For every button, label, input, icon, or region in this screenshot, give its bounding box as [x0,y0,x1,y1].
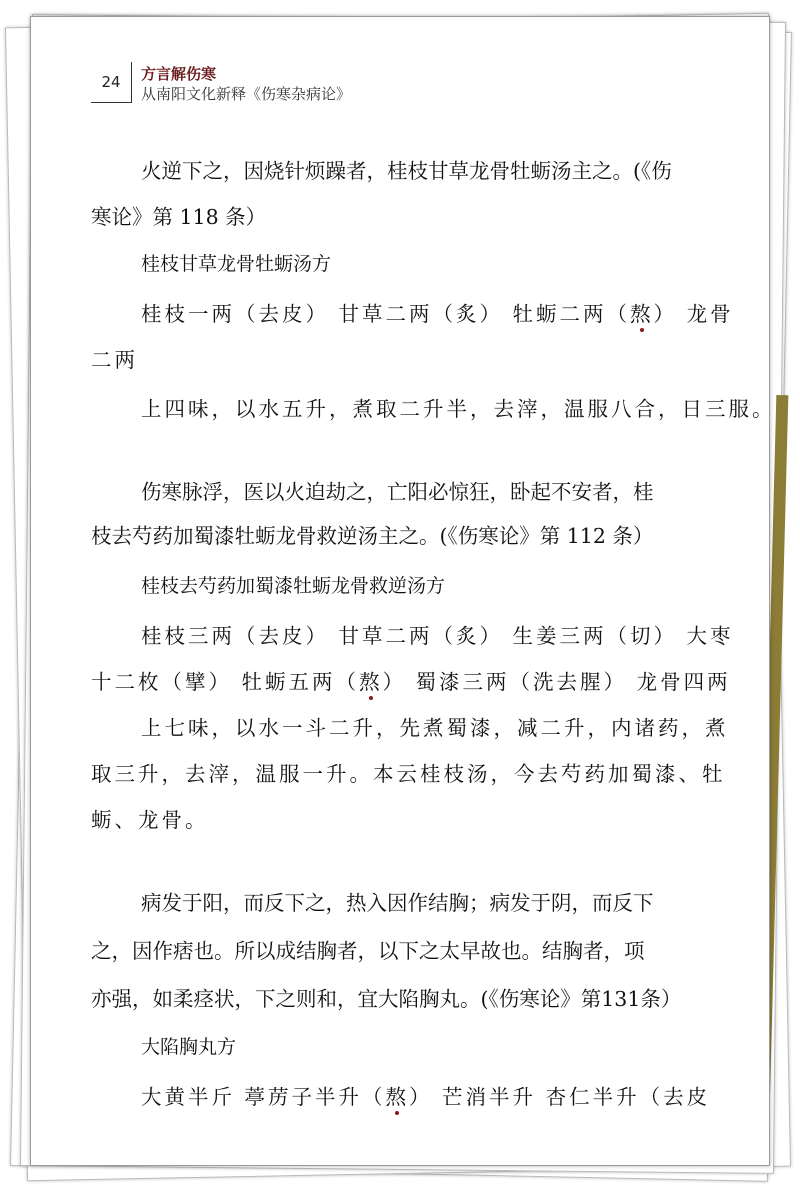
series-title: 方言解伤寒 [141,65,217,83]
emphasis-dot-char: 熬 [359,670,383,694]
formula-title: 大陷胸丸方 [141,1036,237,1058]
method-line: 上四味，以水五升，煮取二升半，去滓，温服八合，日三服。 [141,397,776,421]
method-line: 取三升，去滓，温服一升。本云桂枝汤，今去芍药加蜀漆、牡 [91,762,726,786]
method-line: 上七味，以水一斗二升，先煮蜀漆，减二升，内诸药，煮 [141,716,729,740]
clause-text-line: 病发于阳，而反下之，热入因作结胸；病发于阴，而反下 [141,891,654,915]
ingredients-line: 二两 [91,348,138,372]
page-number: 24 [91,62,132,103]
ingredients-line: 桂枝三两（去皮） 甘草二两（炙） 生姜三两（切） 大枣 [141,624,734,648]
clause-text-line: 枝去芍药加蜀漆牡蛎龙骨救逆汤主之。(《伤寒论》第 112 条） [91,524,654,548]
book-page [30,16,776,1166]
ingredients-line: 大黄半斤 葶苈子半升（熬） 芒消半升 杏仁半升（去皮 [141,1085,711,1109]
method-line: 蛎、龙骨。 [91,808,209,832]
emphasis-dot-char: 熬 [385,1085,410,1109]
ingredients-line: 桂枝一两（去皮） 甘草二两（炙） 牡蛎二两（熬） 龙骨 [141,302,734,326]
clause-text-line: 伤寒脉浮，医以火迫劫之，亡阳必惊狂，卧起不安者，桂 [141,480,654,504]
ingredients-line: 十二枚（擘） 牡蛎五两（熬） 蜀漆三两（洗去腥） 龙骨四两 [91,670,731,694]
clause-text-line: 火逆下之，因烧针烦躁者，桂枝甘草龙骨牡蛎汤主之。(《伤 [141,159,672,183]
clause-text-line: 之，因作痞也。所以成结胸者，以下之太早故也。结胸者，项 [91,939,645,963]
clause-text-line: 亦强，如柔痉状，下之则和，宜大陷胸丸。(《伤寒论》第131条） [91,987,682,1011]
emphasis-dot-char: 熬 [630,302,654,326]
formula-title: 桂枝去芍药加蜀漆牡蛎龙骨救逆汤方 [141,575,446,597]
clause-text-line: 寒论》第 118 条） [91,205,267,229]
formula-title: 桂枝甘草龙骨牡蛎汤方 [141,253,332,275]
book-title: 从南阳文化新释《伤寒杂病论》 [141,85,352,103]
